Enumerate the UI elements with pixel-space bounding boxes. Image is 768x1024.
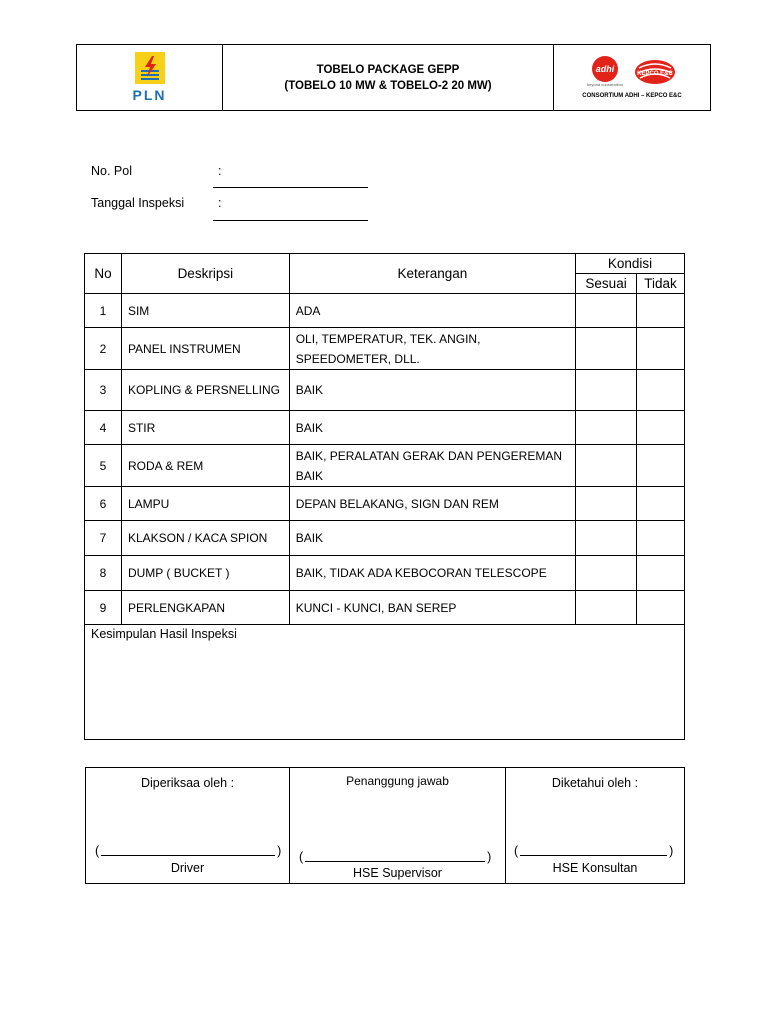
adhi-logo-icon: adhi bbox=[592, 56, 618, 82]
signature-table bbox=[85, 767, 685, 884]
row-deskripsi: STIR bbox=[121, 411, 289, 445]
header-deskripsi: Deskripsi bbox=[121, 254, 289, 294]
check-tidak-cell[interactable] bbox=[637, 556, 685, 591]
check-sesuai-cell[interactable] bbox=[576, 487, 637, 521]
table-row bbox=[85, 411, 685, 445]
header-sesuai: Sesuai bbox=[576, 274, 637, 294]
pln-logo bbox=[77, 45, 223, 110]
check-tidak-cell[interactable] bbox=[637, 411, 685, 445]
row-deskripsi: DUMP ( BUCKET ) bbox=[121, 556, 289, 591]
table-row bbox=[85, 521, 685, 556]
consortium-text: CONSORTIUM ADHI – KEPCO E&C bbox=[582, 93, 682, 99]
check-tidak-cell[interactable] bbox=[637, 328, 685, 370]
check-tidak-cell[interactable] bbox=[637, 294, 685, 328]
check-sesuai-cell[interactable] bbox=[576, 591, 637, 625]
kesimpulan-box[interactable] bbox=[85, 625, 685, 740]
row-deskripsi: LAMPU bbox=[121, 487, 289, 521]
table-row bbox=[85, 591, 685, 625]
inspection-table bbox=[84, 253, 685, 740]
table-row bbox=[85, 487, 685, 521]
signature-role: HSE Supervisor bbox=[353, 866, 442, 880]
title-line-2: (TOBELO 10 MW & TOBELO-2 20 MW) bbox=[284, 79, 492, 92]
signature-diketahui bbox=[506, 768, 684, 883]
table-row bbox=[85, 294, 685, 328]
kepco-logo-icon bbox=[633, 58, 677, 86]
check-sesuai-cell[interactable] bbox=[576, 445, 637, 487]
row-deskripsi: PANEL INSTRUMEN bbox=[121, 328, 289, 370]
kepco-logo-text: KEPCO E&C bbox=[637, 70, 673, 77]
tanggal-input-line[interactable] bbox=[213, 220, 368, 221]
row-keterangan: BAIK bbox=[289, 370, 575, 411]
signature-heading: Diketahui oleh : bbox=[551, 776, 639, 790]
tanggal-label: Tanggal Inspeksi bbox=[91, 196, 185, 210]
check-tidak-cell[interactable] bbox=[637, 591, 685, 625]
row-no: 7 bbox=[85, 521, 122, 556]
header-keterangan: Keterangan bbox=[289, 254, 575, 294]
check-sesuai-cell[interactable] bbox=[576, 328, 637, 370]
kesimpulan-label: Kesimpulan Hasil Inspeksi bbox=[91, 627, 237, 641]
table-row bbox=[85, 370, 685, 411]
row-deskripsi: SIM bbox=[121, 294, 289, 328]
row-keterangan: BAIK, TIDAK ADA KEBOCORAN TELESCOPE bbox=[289, 556, 575, 591]
no-pol-label: No. Pol bbox=[91, 164, 132, 178]
check-sesuai-cell[interactable] bbox=[576, 556, 637, 591]
consortium-logo bbox=[554, 45, 710, 110]
title-line-1: TOBELO PACKAGE GEPP bbox=[316, 63, 460, 76]
signature-line[interactable]: ( ) bbox=[514, 844, 674, 858]
check-sesuai-cell[interactable] bbox=[576, 521, 637, 556]
signature-diperiksa bbox=[86, 768, 290, 883]
header-tidak: Tidak bbox=[637, 274, 685, 294]
check-tidak-cell[interactable] bbox=[637, 521, 685, 556]
row-deskripsi: KOPLING & PERSNELLING bbox=[121, 370, 289, 411]
row-no: 6 bbox=[85, 487, 122, 521]
row-no: 2 bbox=[85, 328, 122, 370]
row-deskripsi: RODA & REM bbox=[121, 445, 289, 487]
check-tidak-cell[interactable] bbox=[637, 487, 685, 521]
row-keterangan: DEPAN BELAKANG, SIGN DAN REM bbox=[289, 487, 575, 521]
pln-logo-text: PLN bbox=[132, 87, 167, 103]
signature-line[interactable]: ( ) bbox=[95, 844, 282, 858]
row-keterangan: BAIK bbox=[289, 411, 575, 445]
row-keterangan: KUNCI - KUNCI, BAN SEREP bbox=[289, 591, 575, 625]
row-no: 4 bbox=[85, 411, 122, 445]
tanggal-colon: : bbox=[218, 196, 222, 210]
no-pol-input-line[interactable] bbox=[213, 187, 368, 188]
document-title bbox=[223, 45, 554, 110]
check-sesuai-cell[interactable] bbox=[576, 370, 637, 411]
no-pol-colon: : bbox=[218, 164, 222, 178]
document-header bbox=[76, 44, 711, 111]
check-sesuai-cell[interactable] bbox=[576, 294, 637, 328]
row-no: 9 bbox=[85, 591, 122, 625]
row-keterangan: BAIK bbox=[289, 521, 575, 556]
header-no: No bbox=[85, 254, 122, 294]
signature-penanggung-jawab bbox=[290, 768, 506, 883]
table-row bbox=[85, 445, 685, 487]
check-sesuai-cell[interactable] bbox=[576, 411, 637, 445]
row-no: 8 bbox=[85, 556, 122, 591]
check-tidak-cell[interactable] bbox=[637, 445, 685, 487]
adhi-tagline: beyond construction bbox=[587, 82, 623, 87]
table-row bbox=[85, 556, 685, 591]
check-tidak-cell[interactable] bbox=[637, 370, 685, 411]
row-no: 3 bbox=[85, 370, 122, 411]
signature-role: HSE Konsultan bbox=[552, 861, 638, 875]
signature-heading: Penanggung jawab bbox=[346, 774, 449, 788]
row-no: 1 bbox=[85, 294, 122, 328]
row-deskripsi: PERLENGKAPAN bbox=[121, 591, 289, 625]
row-keterangan: BAIK, PERALATAN GERAK DAN PENGEREMAN BAIK bbox=[289, 445, 575, 487]
signature-heading: Diperiksaa oleh : bbox=[140, 776, 235, 790]
row-no: 5 bbox=[85, 445, 122, 487]
signature-line[interactable]: ( ) bbox=[299, 850, 492, 864]
pln-lightning-icon bbox=[135, 52, 165, 84]
row-keterangan: OLI, TEMPERATUR, TEK. ANGIN, SPEEDOMETER, DLL. bbox=[289, 328, 575, 370]
header-kondisi: Kondisi bbox=[576, 254, 685, 274]
signature-role: Driver bbox=[170, 861, 205, 875]
row-keterangan: ADA bbox=[289, 294, 575, 328]
table-row bbox=[85, 328, 685, 370]
row-deskripsi: KLAKSON / KACA SPION bbox=[121, 521, 289, 556]
